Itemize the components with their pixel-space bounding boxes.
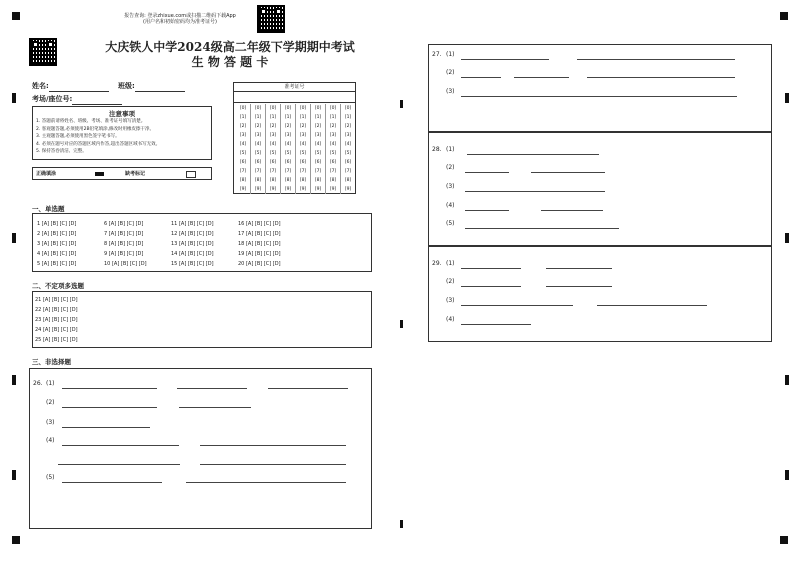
exam-number-box[interactable] [233, 82, 356, 194]
exam-digit-bubble[interactable]: [6] [254, 160, 262, 165]
exam-digit-bubble[interactable]: [2] [329, 124, 337, 129]
timing-mark [785, 375, 789, 385]
exam-digit-bubble[interactable]: [5] [269, 151, 277, 156]
q27-part3-line-a [461, 96, 737, 97]
q28-part2-line-b [531, 172, 605, 173]
exam-digit-bubble[interactable]: [2] [239, 124, 247, 129]
report-notice-line2: (用户名和初始密码均为准考证号) [143, 19, 217, 25]
exam-digit-bubble[interactable]: [8] [299, 178, 307, 183]
exam-number-entry-row [234, 92, 355, 103]
single-choice-item[interactable]: 2 [A] [B] [C] [D] [37, 231, 77, 237]
single-choice-item[interactable]: 4 [A] [B] [C] [D] [37, 251, 77, 257]
exam-digit-bubble[interactable]: [7] [284, 169, 292, 174]
exam-number-label: 准考证号 [234, 83, 355, 92]
exam-digit-column [296, 104, 311, 194]
single-choice-item[interactable]: 6 [A] [B] [C] [D] [104, 221, 144, 227]
exam-digit-bubble[interactable]: [4] [344, 142, 352, 147]
multi-choice-item[interactable]: 21 [A] [B] [C] [D] [35, 297, 78, 303]
q27-part1-line-b [577, 59, 735, 60]
exam-digit-bubble[interactable]: [3] [299, 133, 307, 138]
q26-part4-label: (4) [46, 437, 55, 444]
q29-part3-label: (3) [446, 297, 455, 304]
q27-answer-box[interactable] [428, 44, 772, 132]
exam-digit-bubble[interactable]: [8] [329, 178, 337, 183]
single-choice-item[interactable]: 18 [A] [B] [C] [D] [238, 241, 281, 247]
q29-part1-line-a [461, 268, 521, 269]
q27-part2-line-b [514, 77, 569, 78]
q29-part2-label: (2) [446, 278, 455, 285]
qr-code-download [257, 5, 285, 33]
exam-digit-bubble[interactable]: [9] [344, 187, 352, 192]
exam-digit-bubble[interactable]: [8] [269, 178, 277, 183]
page-subtitle: 生 物 答 题 卡 [191, 55, 269, 69]
q26-answer-box[interactable] [29, 368, 372, 529]
exam-digit-bubble[interactable]: [3] [269, 133, 277, 138]
single-choice-item[interactable]: 5 [A] [B] [C] [D] [37, 261, 77, 267]
multi-choice-box[interactable] [32, 291, 372, 348]
registration-mark [780, 536, 788, 544]
exam-digit-bubble[interactable]: [3] [284, 133, 292, 138]
q26-part2-line-b [179, 407, 251, 408]
notes-box [32, 106, 212, 160]
q27-part1-label: (1) [446, 51, 455, 58]
page-title: 大庆铁人中学2024级高二年级下学期期中考试 [105, 40, 355, 54]
section-non-choice-title: 三、非选择题 [32, 358, 71, 366]
exam-digit-bubble[interactable]: [0] [284, 106, 292, 111]
exam-number-digit-grid [234, 103, 355, 195]
q29-part2-line-b [546, 286, 612, 287]
q27-part2-line-a [461, 77, 501, 78]
q29-number: 29. [432, 260, 442, 267]
correct-fill-label: 正确填涂 [36, 171, 57, 177]
exam-digit-bubble[interactable]: [4] [329, 142, 337, 147]
qr-code-sheet [29, 38, 57, 66]
timing-mark [785, 93, 789, 103]
exam-digit-bubble[interactable]: [9] [314, 187, 322, 192]
exam-digit-bubble[interactable]: [1] [269, 115, 277, 120]
exam-digit-bubble[interactable]: [0] [254, 106, 262, 111]
exam-digit-bubble[interactable]: [8] [254, 178, 262, 183]
exam-digit-bubble[interactable]: [7] [254, 169, 262, 174]
exam-digit-bubble[interactable]: [2] [254, 124, 262, 129]
class-field[interactable] [118, 73, 185, 92]
seat-line [72, 96, 122, 105]
exam-digit-bubble[interactable]: [1] [239, 115, 247, 120]
exam-digit-bubble[interactable]: [3] [329, 133, 337, 138]
single-choice-item[interactable]: 20 [A] [B] [C] [D] [238, 261, 281, 267]
single-choice-item[interactable]: 10 [A] [B] [C] [D] [104, 261, 147, 267]
q26-part4-line-b [200, 445, 346, 446]
note-item: 5. 保持答卷清洁、完整。 [36, 149, 87, 154]
exam-digit-bubble[interactable]: [5] [299, 151, 307, 156]
exam-digit-bubble[interactable]: [9] [239, 187, 247, 192]
timing-mark [785, 470, 789, 480]
q28-part2-line-a [465, 172, 509, 173]
note-item: 2. 客观题答题,必须使用2B铅笔填涂,修改时用橡皮擦干净。 [36, 126, 155, 132]
exam-digit-bubble[interactable]: [6] [344, 160, 352, 165]
q29-part3-line-a [461, 305, 573, 306]
exam-digit-bubble[interactable]: [7] [344, 169, 352, 174]
q27-part2-line-c [587, 77, 735, 78]
exam-digit-bubble[interactable]: [9] [284, 187, 292, 192]
q29-part1-line-b [546, 268, 612, 269]
timing-mark [12, 470, 16, 480]
exam-digit-bubble[interactable]: [6] [314, 160, 322, 165]
q29-part1-label: (1) [446, 260, 455, 267]
multi-choice-item[interactable]: 22 [A] [B] [C] [D] [35, 307, 78, 313]
q26-part1-line-a [62, 388, 157, 389]
note-item: 1. 答题前请将姓名、班级、考场、准考证号填写清楚。 [36, 119, 146, 124]
exam-digit-bubble[interactable]: [5] [284, 151, 292, 156]
q26-part4-line-d [200, 464, 346, 465]
exam-digit-bubble[interactable]: [9] [269, 187, 277, 192]
single-choice-item[interactable]: 7 [A] [B] [C] [D] [104, 231, 144, 237]
q26-part1-line-c [268, 388, 348, 389]
exam-digit-bubble[interactable]: [0] [299, 106, 307, 111]
single-choice-item[interactable]: 1 [A] [B] [C] [D] [37, 221, 77, 227]
exam-digit-bubble[interactable]: [4] [299, 142, 307, 147]
exam-digit-bubble[interactable]: [6] [299, 160, 307, 165]
q26-part5-line-b [186, 482, 346, 483]
notes-title: 注意事项 [109, 110, 135, 118]
name-label: 姓名: [32, 82, 49, 90]
exam-digit-column [251, 104, 266, 194]
notes-list [33, 118, 211, 156]
exam-digit-bubble[interactable]: [3] [239, 133, 247, 138]
exam-digit-bubble[interactable]: [7] [239, 169, 247, 174]
exam-digit-bubble[interactable]: [9] [329, 187, 337, 192]
q27-part1-line-a [461, 59, 549, 60]
exam-digit-column [236, 104, 251, 194]
q26-part4-line-a [62, 445, 179, 446]
exam-digit-bubble[interactable]: [8] [344, 178, 352, 183]
single-choice-item[interactable]: 9 [A] [B] [C] [D] [104, 251, 144, 257]
exam-digit-bubble[interactable]: [0] [329, 106, 337, 111]
exam-digit-bubble[interactable]: [2] [284, 124, 292, 129]
column-mark [400, 100, 403, 108]
q28-part5-label: (5) [446, 220, 455, 227]
single-choice-item[interactable]: 17 [A] [B] [C] [D] [238, 231, 281, 237]
q26-part5-label: (5) [46, 474, 55, 481]
exam-digit-bubble[interactable]: [0] [314, 106, 322, 111]
exam-digit-column [341, 104, 355, 194]
q26-part3-label: (3) [46, 419, 55, 426]
q26-part5-line-a [62, 482, 162, 483]
q26-part2-line-a [62, 407, 157, 408]
exam-digit-bubble[interactable]: [6] [329, 160, 337, 165]
report-notice-line1: 报告查询: 登录zhixue.com或扫描二维码下载App [124, 13, 236, 19]
exam-digit-bubble[interactable]: [1] [329, 115, 337, 120]
q26-part2-label: (2) [46, 399, 55, 406]
exam-digit-bubble[interactable]: [9] [254, 187, 262, 192]
report-notice [110, 13, 250, 25]
q27-part2-label: (2) [446, 69, 455, 76]
single-choice-item[interactable]: 16 [A] [B] [C] [D] [238, 221, 281, 227]
class-line [135, 83, 185, 92]
q28-number: 28. [432, 146, 442, 153]
exam-digit-bubble[interactable]: [8] [239, 178, 247, 183]
registration-mark [12, 12, 20, 20]
exam-digit-bubble[interactable]: [3] [344, 133, 352, 138]
exam-digit-bubble[interactable]: [2] [299, 124, 307, 129]
q29-answer-box[interactable] [428, 246, 772, 342]
exam-digit-bubble[interactable]: [4] [269, 142, 277, 147]
q27-part3-label: (3) [446, 88, 455, 95]
exam-digit-bubble[interactable]: [0] [344, 106, 352, 111]
single-choice-item[interactable]: 11 [A] [B] [C] [D] [171, 221, 214, 227]
exam-digit-column [326, 104, 341, 194]
exam-digit-bubble[interactable]: [5] [344, 151, 352, 156]
section-multi-choice-title: 二、不定项多选题 [32, 282, 84, 290]
correct-fill-sample [95, 172, 104, 176]
q27-number: 27. [432, 51, 442, 58]
exam-digit-bubble[interactable]: [2] [314, 124, 322, 129]
q29-part4-line-a [461, 324, 531, 325]
section-single-choice-title: 一、单选题 [32, 205, 65, 213]
q29-part2-line-a [461, 286, 521, 287]
q29-part4-label: (4) [446, 316, 455, 323]
single-choice-item[interactable]: 15 [A] [B] [C] [D] [171, 261, 214, 267]
multi-choice-item[interactable]: 23 [A] [B] [C] [D] [35, 317, 78, 323]
exam-digit-column [281, 104, 296, 194]
exam-digit-bubble[interactable]: [4] [254, 142, 262, 147]
exam-digit-column [311, 104, 326, 194]
exam-digit-bubble[interactable]: [7] [299, 169, 307, 174]
exam-digit-bubble[interactable]: [1] [299, 115, 307, 120]
exam-digit-bubble[interactable]: [6] [284, 160, 292, 165]
exam-digit-bubble[interactable]: [4] [314, 142, 322, 147]
single-choice-item[interactable]: 13 [A] [B] [C] [D] [171, 241, 214, 247]
exam-digit-bubble[interactable]: [0] [269, 106, 277, 111]
q29-part3-line-b [597, 305, 707, 306]
exam-digit-bubble[interactable]: [8] [284, 178, 292, 183]
q26-part1-label: (1) [46, 380, 55, 387]
exam-digit-column [266, 104, 281, 194]
column-mark [400, 520, 403, 528]
multi-choice-item[interactable]: 24 [A] [B] [C] [D] [35, 327, 78, 333]
exam-digit-bubble[interactable]: [1] [314, 115, 322, 120]
single-choice-box[interactable] [32, 213, 372, 272]
exam-digit-bubble[interactable]: [3] [254, 133, 262, 138]
q28-part4-line-a [465, 210, 509, 211]
q28-part5-line-a [465, 228, 619, 229]
exam-digit-bubble[interactable]: [3] [314, 133, 322, 138]
exam-digit-bubble[interactable]: [7] [314, 169, 322, 174]
exam-digit-bubble[interactable]: [6] [239, 160, 247, 165]
exam-digit-bubble[interactable]: [5] [254, 151, 262, 156]
q28-part3-label: (3) [446, 183, 455, 190]
q28-part3-line-a [465, 191, 605, 192]
q26-part1-line-b [177, 388, 247, 389]
column-mark [400, 320, 403, 328]
q26-part4-line-c [58, 464, 180, 465]
exam-digit-bubble[interactable]: [8] [314, 178, 322, 183]
registration-mark [12, 536, 20, 544]
registration-mark [780, 12, 788, 20]
exam-digit-bubble[interactable]: [5] [314, 151, 322, 156]
single-choice-item[interactable]: 19 [A] [B] [C] [D] [238, 251, 281, 257]
seat-label: 考场/座位号: [32, 95, 73, 103]
exam-digit-bubble[interactable]: [7] [329, 169, 337, 174]
seat-field[interactable] [32, 86, 122, 105]
q28-answer-box[interactable] [428, 132, 772, 246]
class-label: 班级: [118, 82, 135, 90]
q28-part1-line-a [467, 154, 599, 155]
note-item: 3. 主观题答题,必须使用黑色签字笔书写。 [36, 134, 120, 139]
q28-part4-line-b [541, 210, 603, 211]
exam-digit-bubble[interactable]: [4] [284, 142, 292, 147]
q26-number: 26. [33, 380, 43, 387]
timing-mark [785, 233, 789, 243]
q26-part3-line-a [62, 427, 150, 428]
missing-mark-box[interactable] [186, 171, 196, 178]
exam-digit-bubble[interactable]: [5] [239, 151, 247, 156]
timing-mark [12, 375, 16, 385]
exam-digit-bubble[interactable]: [5] [329, 151, 337, 156]
single-choice-item[interactable]: 14 [A] [B] [C] [D] [171, 251, 214, 257]
exam-digit-bubble[interactable]: [1] [254, 115, 262, 120]
exam-digit-bubble[interactable]: [0] [239, 106, 247, 111]
note-item: 4. 必须在题号对应的答题区域内作答,超出答题区域书写无效。 [36, 141, 161, 147]
multi-choice-item[interactable]: 25 [A] [B] [C] [D] [35, 337, 78, 343]
timing-mark [12, 93, 16, 103]
single-choice-item[interactable]: 3 [A] [B] [C] [D] [37, 241, 77, 247]
q28-part2-label: (2) [446, 164, 455, 171]
exam-digit-bubble[interactable]: [2] [344, 124, 352, 129]
exam-digit-bubble[interactable]: [7] [269, 169, 277, 174]
exam-digit-bubble[interactable]: [1] [284, 115, 292, 120]
single-choice-item[interactable]: 12 [A] [B] [C] [D] [171, 231, 214, 237]
single-choice-item[interactable]: 8 [A] [B] [C] [D] [104, 241, 144, 247]
fill-example-box [32, 167, 212, 180]
missing-mark-label: 缺考标记 [125, 171, 146, 177]
exam-digit-bubble[interactable]: [4] [239, 142, 247, 147]
exam-digit-bubble[interactable]: [9] [299, 187, 307, 192]
exam-digit-bubble[interactable]: [1] [344, 115, 352, 120]
q28-part4-label: (4) [446, 202, 455, 209]
q28-part1-label: (1) [446, 146, 455, 153]
timing-mark [12, 233, 16, 243]
exam-digit-bubble[interactable]: [6] [269, 160, 277, 165]
exam-digit-bubble[interactable]: [2] [269, 124, 277, 129]
